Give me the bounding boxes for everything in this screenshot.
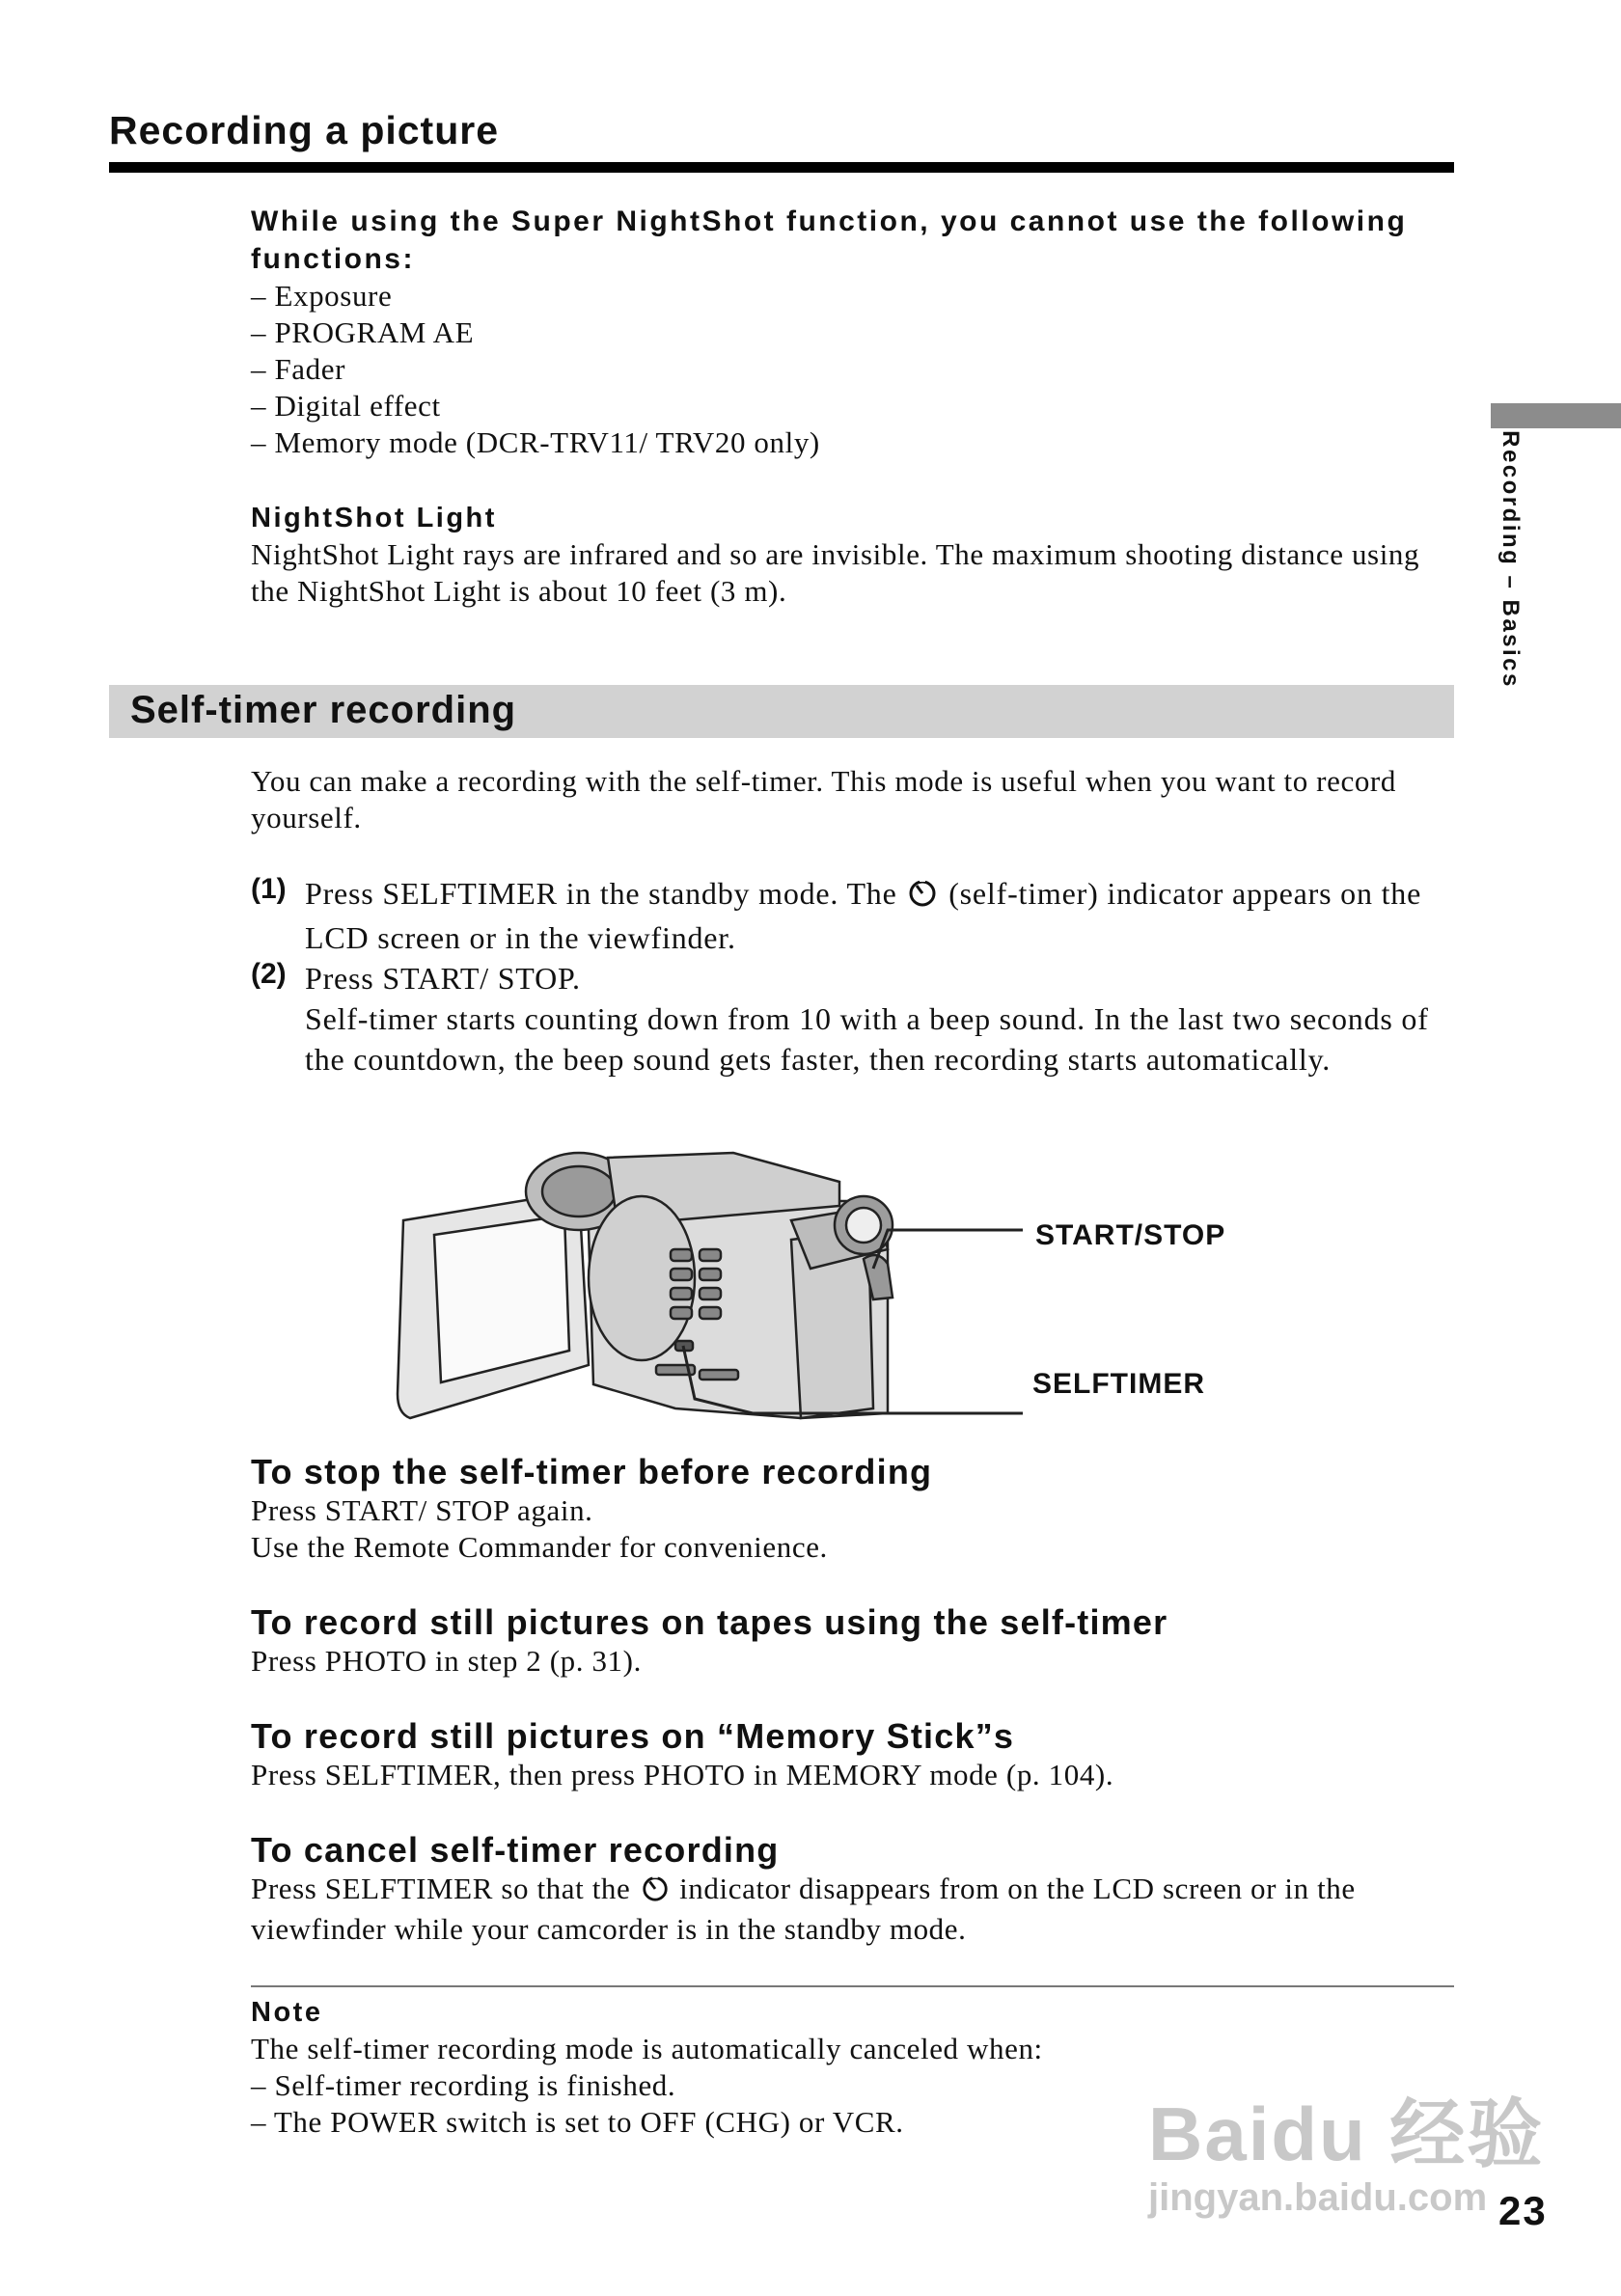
nightshot-restrictions (251, 203, 1438, 461)
subsection-cancel (251, 1830, 1447, 1948)
restriction-item: – Memory mode (DCR-TRV11/ TRV20 only) (251, 425, 820, 459)
subsection-line: Press SELFTIMER, then press PHOTO in MEMORY mode (p. 104). (251, 1758, 1114, 1791)
camcorder-illustration (386, 1134, 1351, 1442)
nightshot-light (251, 500, 1447, 610)
step-2 (251, 958, 1442, 1080)
watermark-logo-text: Baidu 经验 (1148, 2091, 1545, 2176)
nightshot-light-heading: NightShot Light (251, 503, 497, 533)
note-heading: Note (251, 1997, 323, 2028)
subsection-tape-still (251, 1602, 1447, 1680)
subsection-line: Use the Remote Commander for convenience. (251, 1530, 828, 1564)
restriction-item: – Digital effect (251, 389, 441, 423)
self-timer-icon (641, 1873, 670, 1911)
step-text-part: Press SELFTIMER in the standby mode. The (305, 876, 897, 911)
subsection-heading: To cancel self-timer recording (251, 1830, 780, 1870)
subsection-line: Press PHOTO in step 2 (p. 31). (251, 1644, 642, 1678)
step-number: (1) (251, 873, 287, 905)
step-text (305, 873, 1442, 958)
subsection-stop (251, 1452, 1447, 1566)
step-1 (251, 873, 1442, 958)
subsection-text-part: indicator disappears from on the LCD screen or in the viewfinder while your camcorder is in the standby mode. (251, 1872, 1356, 1946)
side-tab-label: Recording – Basics (1497, 430, 1524, 689)
subsection-heading: To stop the self-timer before recording (251, 1452, 933, 1491)
step-text (305, 958, 1442, 1080)
subsection-heading: To record still pictures on “Memory Stick”s (251, 1716, 1015, 1756)
subsection-line: Press START/ STOP again. (251, 1493, 593, 1527)
restriction-item: – Fader (251, 352, 346, 386)
note-line: – Self-timer recording is finished. (251, 2068, 676, 2102)
watermark-url: jingyan.baidu.com (1148, 2176, 1488, 2219)
watermark (1148, 2074, 1544, 2220)
section-intro: You can make a recording with the self-timer. This mode is useful when you want to record yourself. (251, 764, 1396, 834)
subsection-text-part: Press SELFTIMER so that the (251, 1872, 631, 1905)
note-rule (251, 1985, 1454, 1987)
side-tab-marker (1491, 403, 1621, 428)
subsection-text (251, 1871, 1447, 1948)
step-text-part: (self-timer) indicator appears on the LCD screen or in the viewfinder. (305, 876, 1422, 955)
selftimer-callout: SELFTIMER (1032, 1368, 1205, 1400)
start-stop-leader (873, 1230, 1023, 1269)
self-timer-icon (907, 877, 938, 917)
note-line: – The POWER switch is set to OFF (CHG) or VCR. (251, 2105, 904, 2139)
section-title: Self-timer recording (130, 689, 517, 731)
page-title: Recording a picture (109, 108, 500, 152)
step-text-line: Self-timer starts counting down from 10 with a beep sound. In the last two seconds of the countdown, the beep sound gets faster, then recording starts automatically. (305, 1001, 1429, 1077)
note-line: The self-timer recording mode is automatically canceled when: (251, 2032, 1043, 2065)
steps-list (251, 873, 1442, 1080)
step-text-line: Press START/ STOP. (305, 961, 581, 996)
subsection-memory-stick (251, 1716, 1447, 1793)
start-stop-callout: START/STOP (1035, 1219, 1226, 1251)
restrictions-heading: While using the Super NightShot function, you cannot use the following functions: (251, 205, 1408, 275)
page-number: 23 (1498, 2188, 1548, 2233)
nightshot-light-body: NightShot Light rays are infrared and so are invisible. The maximum shooting distance using the NightShot Light is about 10 feet (3 m). (251, 537, 1420, 608)
header-rule (109, 162, 1454, 173)
restriction-item: – PROGRAM AE (251, 315, 475, 349)
restriction-item: – Exposure (251, 279, 393, 313)
step-number: (2) (251, 958, 287, 990)
subsection-heading: To record still pictures on tapes using the self-timer (251, 1602, 1168, 1642)
